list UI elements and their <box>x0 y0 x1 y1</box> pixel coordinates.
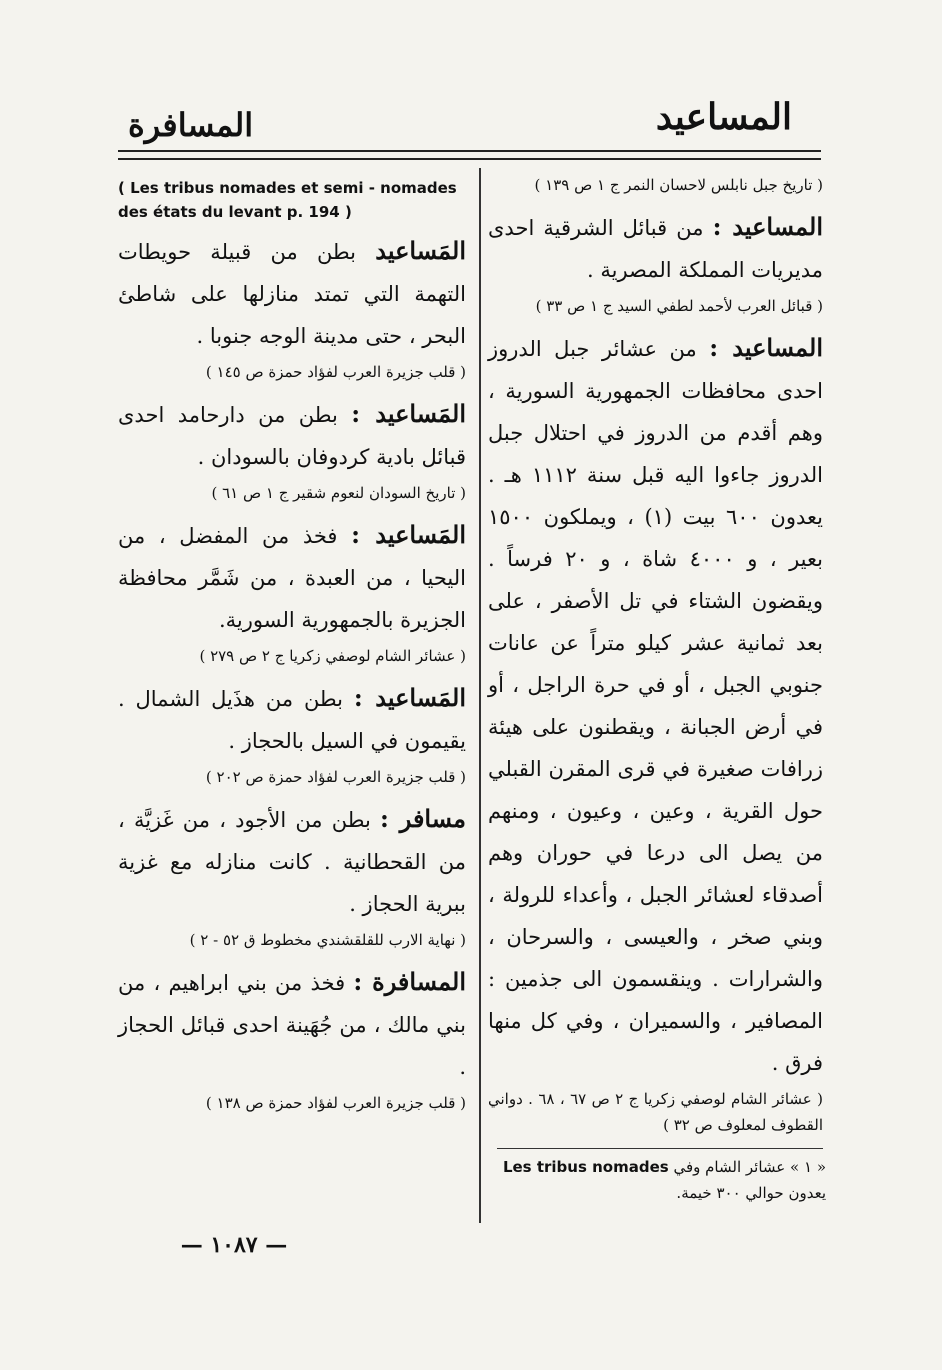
source-citation: ( تاريخ جبل نابلس لاحسان النمر ج ١ ص ١٣٩ ) <box>534 176 823 194</box>
source-citation: ( عشائر الشام لوصفي زكريا ج ٢ ص ٢٧٩ ) <box>199 647 466 665</box>
entry-heading: مسافر : <box>379 804 466 833</box>
footnote-latin-title: Les tribus nomades <box>502 1158 669 1176</box>
entry-text: بطن من دارحامد احدى قبائل بادية كردوفان بالسودان . <box>118 403 466 469</box>
entry-paragraph <box>118 961 466 1088</box>
header-rule-bottom <box>118 158 821 160</box>
entry-heading: المسافرة : <box>353 967 466 996</box>
entry-paragraph <box>488 206 823 291</box>
footnote-marker: « ١ » <box>790 1158 826 1176</box>
entry-paragraph <box>118 514 466 641</box>
left-column <box>118 176 466 1124</box>
entry-text: فخذ من بني ابراهيم ، من بني مالك ، من جُهَينة احدى قبائل الحجاز . <box>118 971 466 1079</box>
header-left-title: المسافرة <box>128 106 254 144</box>
entry-heading: المَساعيد <box>375 236 466 265</box>
entry-paragraph <box>118 393 466 478</box>
entry-heading: المَساعيد : <box>351 399 466 428</box>
entry-text: بطن من الأجود ، من غَزيَّة ، من القحطانية . كانت منازله مع غزية ببرية الحجاز . <box>118 808 466 916</box>
entry-text: فخذ من المفضل ، من اليحيا ، من العبدة ، من شَمَّر محافظة الجزيرة بالجمهورية السورية. <box>118 524 466 632</box>
source-citation: ( قلب جزيرة العرب لفؤاد حمزة ص ١٣٨ ) <box>205 1094 466 1112</box>
source-citation: ( قلب جزيرة العرب لفؤاد حمزة ص ٢٠٢ ) <box>205 768 466 786</box>
header-rule-top <box>118 150 821 152</box>
source-citation: ( قلب جزيرة العرب لفؤاد حمزة ص ١٤٥ ) <box>205 363 466 381</box>
entry-heading: المَساعيد : <box>353 683 466 712</box>
french-reference: ( Les tribus nomades et semi - nomades des états du levant p. 194 ) <box>118 179 457 221</box>
footnote-text: يعدون حوالي ٣٠٠ خيمة. <box>676 1184 826 1202</box>
source-citation: ( عشائر الشام لوصفي زكريا ج ٢ ص ٦٧ ، ٦٨ . دواني القطوف لمعلوف ص ٣٢ ) <box>488 1090 824 1134</box>
entry-paragraph <box>118 677 466 762</box>
entry-text: من قبائل الشرقية احدى مديريات المملكة المصرية . <box>488 216 823 282</box>
footnote-text: عشائر الشام وفي <box>673 1158 786 1176</box>
source-citation: ( تاريخ السودان لنعوم شقير ج ١ ص ٦١ ) <box>211 484 466 502</box>
entry-text: بطن من قبيلة حويطات التهمة التي تمتد منازلها على شاطئ البحر ، حتى مدينة الوجه جنوبا . <box>118 240 466 348</box>
entry-heading: المساعيد : <box>709 333 823 362</box>
entry-paragraph <box>118 798 466 925</box>
entry-text: بطن من هذَيل الشمال . يقيمون في السيل بالحجاز . <box>118 687 466 753</box>
footnote <box>496 1154 826 1206</box>
entry-paragraph <box>118 230 466 357</box>
entry-heading: المساعيد : <box>712 212 823 241</box>
entry-heading: المَساعيد : <box>351 520 466 549</box>
footnote-rule <box>497 1148 823 1149</box>
entry-paragraph <box>488 327 823 1084</box>
header-right-title: المساعيد <box>655 96 792 138</box>
source-citation: ( نهاية الارب للقلقشندي مخطوط ق ٥٢ - ٢ ) <box>189 931 466 949</box>
entry-text: من عشائر جبل الدروز احدى محافظات الجمهورية السورية ، وهم أقدم من الدروز في احتلال جبل الدروز جاءوا اليه قبل سنة ١١١٢ هـ . يعدون ٦٠٠ بيت (١) ، ويملكون ١٥٠٠ بعير ، و ٤٠٠٠ شاة ، و ٢٠ فرساً . ويقضون الشتاء في تل الأصفر ، على بعد ثمانية عشر كيلو متراً عن عانات جنوبي الجبل ، أو في حرة الراجل ، أو في أرض الجبانة ، ويقطنون على هيئة زرافات صغيرة في قرى المقرن القبلي حول القرية ، وعين ، وعيون ، ومنهم من يصل الى درعا في حوران وهم أصدقاء لعشائر الجبل ، وأعداء للرولة ، وبني صخر ، والعيسى ، والسرحان ، والشرارات . وينقسمون الى جذمين : المصافير ، والسميران ، وفي كل منها فرق . <box>488 337 823 1075</box>
right-column <box>488 170 823 1146</box>
column-divider <box>479 168 481 1223</box>
page-number: — ١٠٨٧ — <box>180 1232 288 1258</box>
source-citation: ( قبائل العرب لأحمد لطفي السيد ج ١ ص ٣٣ ) <box>535 297 823 315</box>
